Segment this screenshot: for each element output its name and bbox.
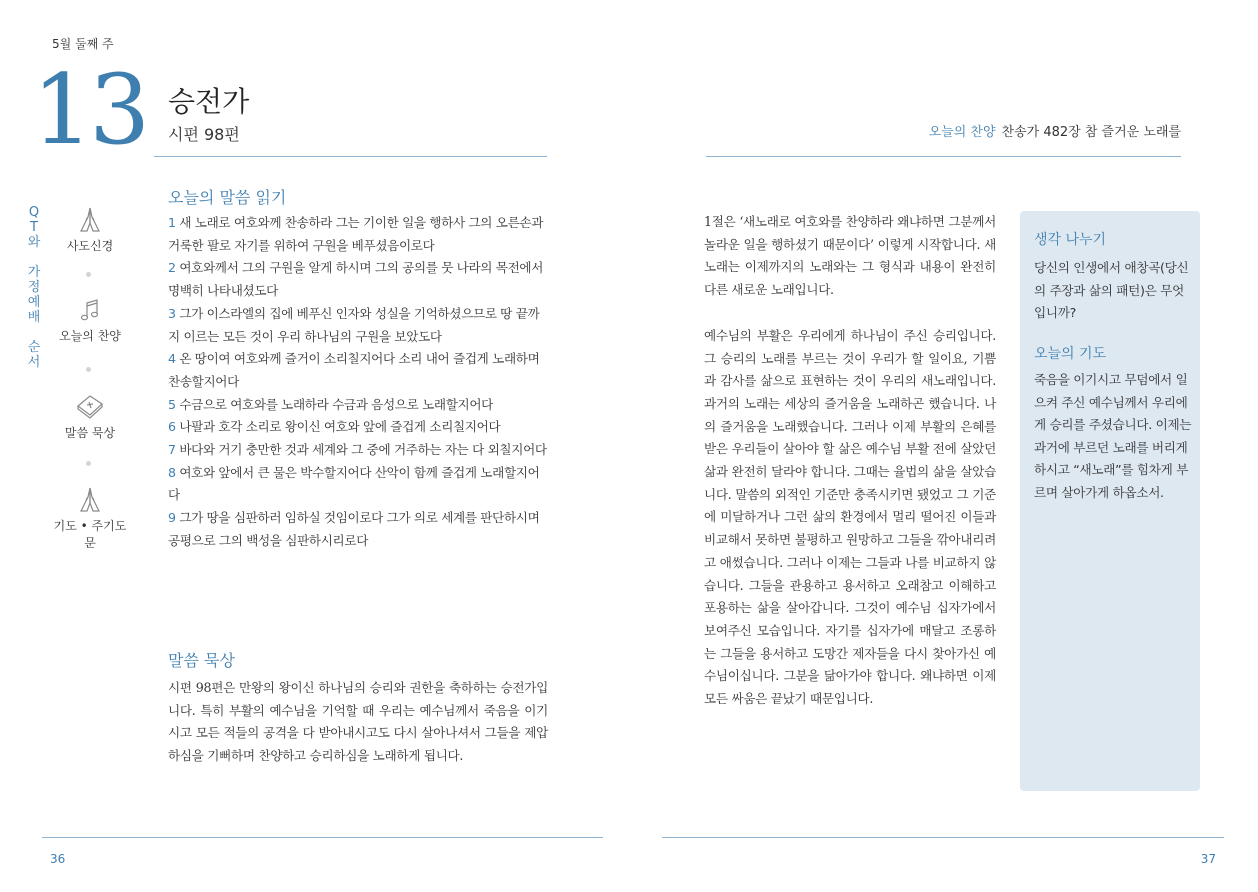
verse-number: 8 [168, 464, 176, 480]
vertical-char: 순 [27, 340, 41, 355]
verse [168, 394, 548, 417]
today-hymn [929, 121, 1181, 140]
commentary-paragraph: 예수님의 부활은 우리에게 하나님이 주신 승리입니다. 그 승리의 노래를 부르는 것이 우리가 할 일이요, 기쁨과 감사를 삶으로 표현하는 것이 우리의 새노래입니다. 과거의 노래는 세상의 즐거움을 노래하곤 했습니다. 나의 즐거움을 노래했습니다. 그러나 이제 부활의 은혜를 받은 우리들이 살아야 할 삶은 예수님 부활 전에 살았던 삶과 완전히 달라야 합니다. 그때는 율법의 삶을 살았습니다. 말씀의 외적인 기준만 충족시키면 됐었고 그 기준에 미달하거나 그런 삶의 환경에서 멀리 떨어진 이들과 비교해서 못하면 불평하고 원망하고 그들을 깎아내리려고 애썼습니다. 그러나 이제는 그들과 나를 비교하지 않습니다. 그들을 관용하고 용서하고 오래참고 이해하고 포용하는 삶을 살아갑니다. 그것이 예수님 십자가에서 보여주신 모습입니다. 자기를 십자가에 매달고 조롱하는 그들을 용서하고 도망간 제자들을 다시 찾아가신 예수님이십니다. 그분을 닮아가야 합니다. 왜냐하면 이제 모든 싸움은 끝났기 때문입니다. [704, 327, 996, 707]
verse-number: 5 [168, 396, 176, 412]
commentary-paragraph: 1절은 ‘새노래로 여호와를 찬양하라 왜냐하면 그분께서 놀라운 일을 행하셨기 때문이다’ 이렇게 시작합니다. 새 노래는 이제까지의 노래와는 그 형식과 내용이 완전히 다른 새로운 노래입니다. [704, 214, 996, 298]
verse [168, 439, 548, 462]
share-heading: 생각 나누기 [1034, 232, 1107, 248]
sidebar-dot [86, 461, 91, 466]
verse-text: 수금으로 여호와를 노래하라 수금과 음성으로 노래할지어다 [179, 396, 493, 412]
week-label: 5월 둘째 주 [52, 37, 114, 51]
verse-text: 새 노래로 여호와께 찬송하라 그는 기이한 일을 행하사 그의 오른손과 거룩한 팔로 자기를 위하여 구원을 베푸셨음이로다 [168, 215, 544, 253]
sidebar-item-prayer [52, 485, 128, 551]
verse-text: 여호와 앞에서 큰 물은 박수할지어다 산악이 함께 즐겁게 노래할지어다 [168, 464, 540, 503]
prayer-heading: 오늘의 기도 [1034, 346, 1107, 362]
verse-number: 1 [168, 215, 176, 230]
reading-heading: 오늘의 말씀 읽기 [168, 188, 287, 207]
vertical-char: 예 [27, 295, 41, 310]
sidebar-item-label: 말씀 묵상 [64, 426, 116, 440]
verse-text: 그가 이스라엘의 집에 베푸신 인자와 성실을 기억하셨으므로 땅 끝까지 이르는 모든 것이 우리 하나님의 구원을 보았도다 [168, 305, 540, 344]
footer-rule-right [662, 837, 1224, 838]
share-text: 당신의 인생에서 애창곡(당신의 주장과 삶의 패턴)은 무엇입니까? [1034, 260, 1189, 320]
vertical-char: T [30, 220, 38, 235]
verse-text: 그가 땅을 심판하러 임하실 것임이로다 그가 의로 세계를 판단하시며 공평으로 그의 백성을 심판하시리로다 [168, 510, 540, 548]
meditation-text: 시편 98편은 만왕의 왕이신 하나님의 승리와 권한을 축하하는 승전가입니다. 특히 부활의 예수님을 기억할 때 우리는 예수님께서 죽음을 이기시고 모든 적들의 공격을 다 받아내시고도 다시 살아나셔서 그들을 제압하심을 기뻐하며 찬양하고 승리하심을 노래하게 됩니다. [168, 680, 548, 764]
verse-number: 7 [168, 442, 176, 458]
verse [168, 507, 548, 552]
scripture-reading [168, 212, 548, 553]
sidebar-item-label: 기도 • 주기도문 [53, 519, 127, 550]
verse-text: 나팔과 호각 소리로 왕이신 여호와 앞에 즐겁게 소리칠지어다 [179, 419, 501, 435]
verse-number: 6 [168, 419, 176, 435]
page-number-right: 37 [1200, 852, 1216, 866]
music-note-icon [75, 297, 105, 325]
commentary [704, 211, 996, 711]
verse-number: 2 [168, 260, 176, 276]
verse-number: 4 [168, 351, 176, 367]
verse [168, 416, 548, 439]
praying-hands-icon [75, 205, 105, 235]
vertical-char: 배 [27, 310, 41, 325]
verse-text: 온 땅이여 여호와께 즐거이 소리칠지어다 소리 내어 즐겁게 노래하며 찬송할지어다 [168, 351, 540, 389]
prayer-text: 죽음을 이기시고 무덤에서 일으켜 주신 예수님께서 우리에게 승리를 주셨습니다. 이제는 과거에 부르던 노래를 버리게 하시고 “새노래”를 힘차게 부르며 살아가게 하옵소서. [1034, 372, 1192, 500]
vertical-char: 정 [27, 280, 41, 295]
verse [168, 257, 548, 302]
page-number-left: 36 [50, 852, 66, 866]
verse-number: 9 [168, 510, 176, 526]
vertical-gap [25, 325, 43, 340]
verse [168, 303, 548, 348]
footer-rule-left [42, 837, 603, 838]
verse-text: 여호와께서 그의 구원을 알게 하시며 그의 공의를 뭇 나라의 목전에서 명백히 나타내셨도다 [168, 260, 544, 299]
sidebar-item-hymn [52, 297, 128, 344]
hymn-label: 오늘의 찬양 [928, 125, 996, 140]
verse-number: 3 [168, 305, 176, 321]
vertical-char: 가 [27, 265, 41, 280]
sidebar-dot [86, 272, 91, 277]
page-subtitle: 시편 98편 [168, 125, 240, 144]
day-number: 13 [32, 54, 147, 166]
sidebar-item-label: 사도신경 [66, 239, 114, 253]
vertical-gap [25, 250, 43, 265]
verse [168, 348, 548, 393]
verse [168, 212, 548, 257]
meditation-heading: 말씀 묵상 [168, 651, 235, 670]
vertical-char: Q [28, 205, 40, 220]
vertical-char: 서 [27, 355, 41, 370]
header-rule-left [154, 156, 547, 157]
sidebar-item-creed [52, 205, 128, 254]
qt-vertical-title [25, 205, 43, 370]
hymn-title: 찬송가 482장 참 즐거운 노래를 [1001, 125, 1181, 140]
header-rule-right [706, 156, 1181, 157]
sidebar-dot [86, 367, 91, 372]
sidebar-item-meditation [52, 390, 128, 441]
sidebar-item-label: 오늘의 찬양 [59, 329, 121, 343]
reflection-box [1020, 211, 1200, 791]
page-title: 승전가 [168, 85, 250, 118]
praying-hands-icon [75, 485, 105, 515]
verse-text: 바다와 거기 충만한 것과 세계와 그 중에 거주하는 자는 다 외칠지어다 [179, 442, 547, 458]
vertical-char: 와 [27, 235, 41, 250]
verse [168, 462, 548, 507]
bible-icon [74, 390, 106, 422]
